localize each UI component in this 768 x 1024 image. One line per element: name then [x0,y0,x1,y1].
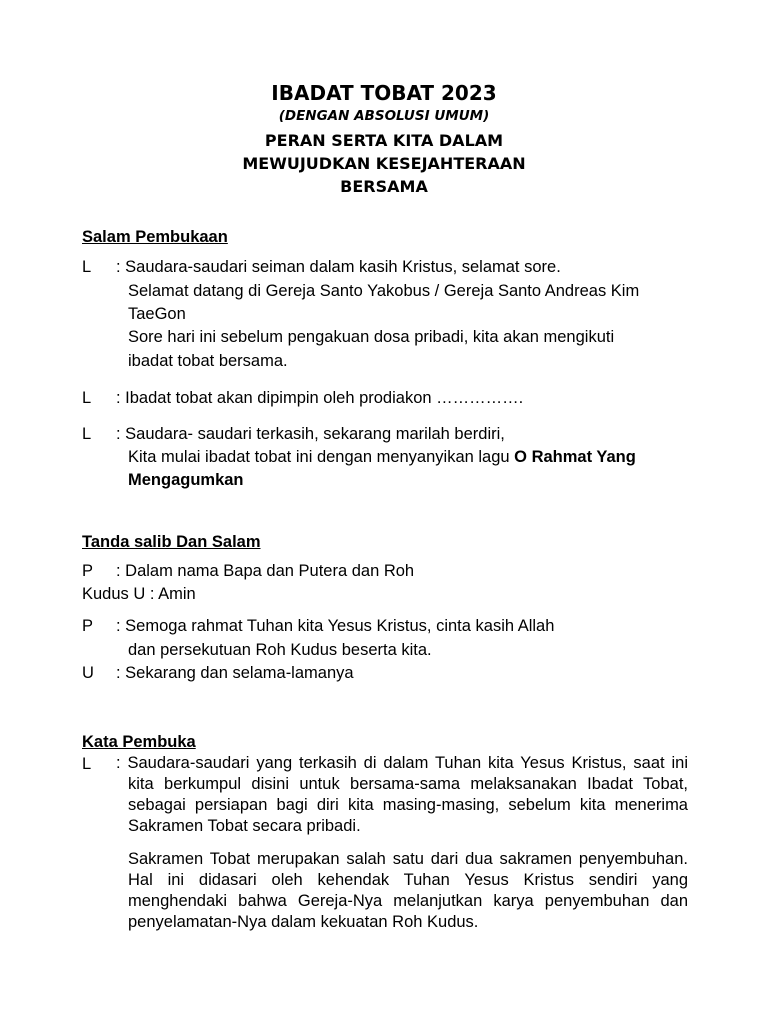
speaker-label: P [82,562,94,580]
document-subtitle: (DENGAN ABSOLUSI UMUM) [278,108,490,124]
section-heading-kata-pembuka: Kata Pembuka [82,733,196,751]
speaker-label: L [82,389,92,407]
theme-line-2: MEWUJUDKAN KESEJAHTERAAN [242,154,526,173]
speaker-label: L [82,755,92,773]
liturgy-line: Kudus U : Amin [82,585,196,603]
liturgy-line: : Dalam nama Bapa dan Putera dan Roh [116,562,415,580]
liturgy-line: : Ibadat tobat akan dipimpin oleh prodiakon ……………. [116,389,524,407]
document-title: IBADAT TOBAT 2023 [271,81,497,105]
liturgy-line: TaeGon [128,305,186,323]
liturgy-line: : Saudara-saudari seiman dalam kasih Kristus, selamat sore. [116,258,561,276]
liturgy-line: Selamat datang di Gereja Santo Yakobus / Gereja Santo Andreas Kim [128,282,640,300]
liturgy-text: Kita mulai ibadat tobat ini dengan menyanyikan lagu [128,448,515,466]
paragraph-intro [116,753,688,837]
speaker-label: L [82,258,92,276]
liturgy-line [128,446,636,469]
liturgy-line: : Sekarang dan selama-lamanya [116,664,354,682]
theme-line-3: BERSAMA [340,177,428,196]
liturgy-line: : Saudara- saudari terkasih, sekarang marilah berdiri, [116,425,505,443]
section-heading-tanda-salib: Tanda salib Dan Salam [82,533,261,551]
section-heading-salam-pembukaan: Salam Pembukaan [82,228,228,246]
speaker-label: U [82,664,94,682]
speaker-label: L [82,425,92,443]
paragraph-sakramen: Sakramen Tobat merupakan salah satu dari dua sakramen penyembuhan. Hal ini didasari oleh kehendak Tuhan Yesus Kristus sendiri yang menghendaki bahwa Gereja-Nya melanjutkan karya penyembuhan dan penyelamatan-Nya dalam kekuatan Roh Kudus. [128,850,688,931]
liturgy-line: dan persekutuan Roh Kudus beserta kita. [128,641,432,659]
song-title: O Rahmat Yang [514,448,636,466]
song-title: Mengagumkan [128,471,244,489]
liturgy-line: Sore hari ini sebelum pengakuan dosa pribadi, kita akan mengikuti [128,328,615,346]
liturgy-line: : Semoga rahmat Tuhan kita Yesus Kristus, cinta kasih Allah [116,617,555,635]
theme-line-1: PERAN SERTA KITA DALAM [264,131,504,150]
liturgy-line: ibadat tobat bersama. [128,352,288,370]
speaker-label: P [82,617,94,635]
paragraph-text: : Saudara-saudari yang terkasih di dalam Tuhan kita Yesus Kristus, saat ini kita berkumpul disini untuk bersama-sama melaksanakan Ibadat Tobat, sebagai persiapan bagi diri kita masing-masing, sebelum kita menerima Sakramen Tobat secara pribadi. [116,754,688,835]
